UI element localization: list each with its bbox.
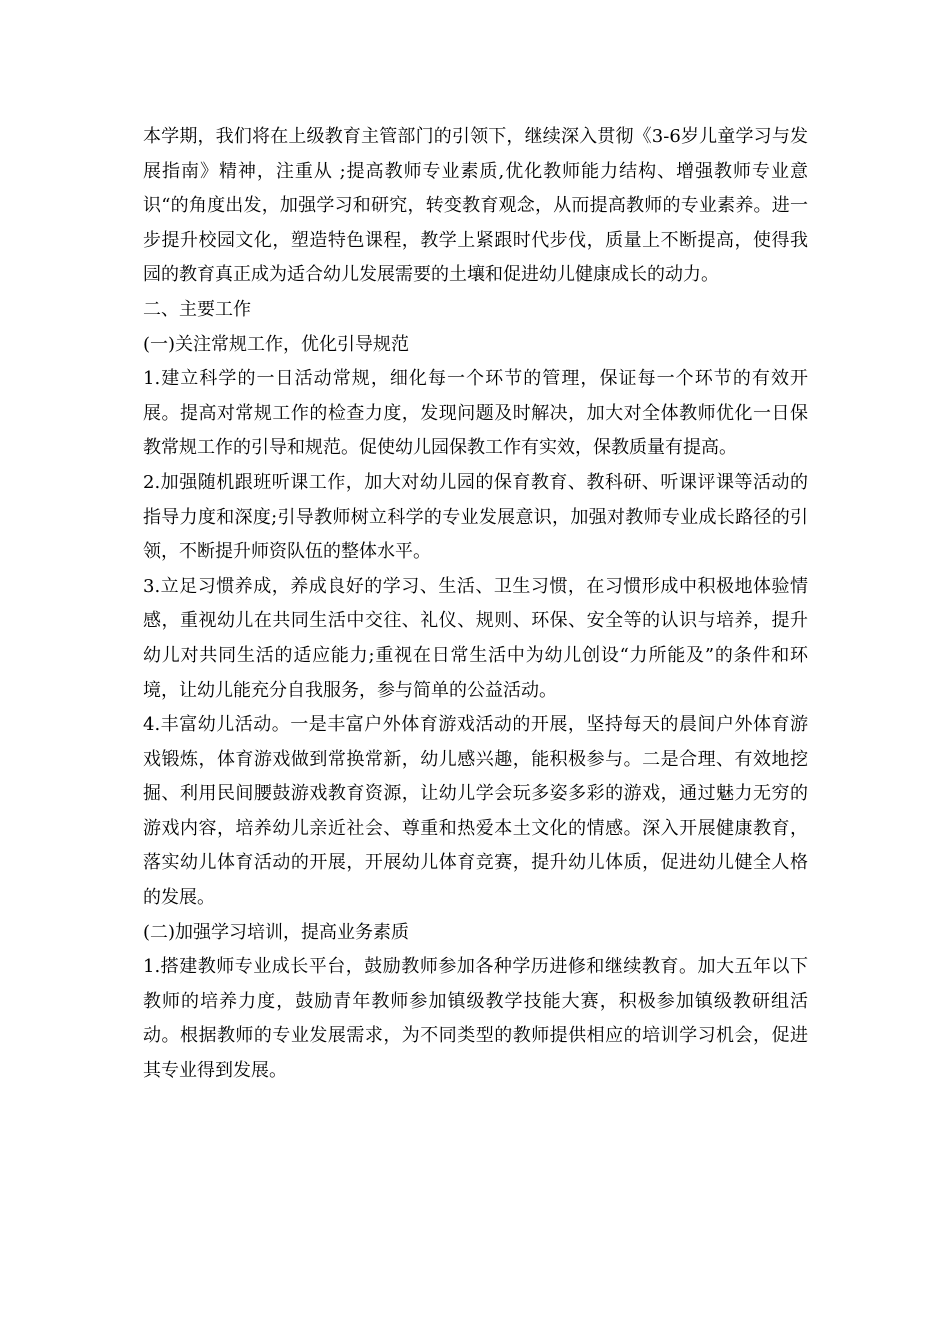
section-heading-main-work: 二、主要工作 bbox=[143, 298, 251, 320]
paragraph-1-2: 2.加强随机跟班听课工作，加大对幼儿园的保育教育、教科研、听课评课等活动的指导力度和深度;引导教师树立科学的专业发展意识，加强对教师专业成长路径的引领，不断提升师资队伍的整体水平。 bbox=[143, 471, 808, 563]
paragraph-1-4: 4.丰富幼儿活动。一是丰富户外体育游戏活动的开展，坚持每天的晨间户外体育游戏锻炼，体育游戏做到常换常新，幼儿感兴趣，能积极参与。二是合理、有效地挖掘、利用民间腰鼓游戏教育资源，让幼儿学会玩多姿多彩的游戏，通过魅力无穷的游戏内容，培养幼儿亲近社会、尊重和热爱本土文化的情感。深入开展健康教育，落实幼儿体育活动的开展，开展幼儿体育竞赛，提升幼儿体质，促进幼儿健全人格的发展。 bbox=[143, 714, 808, 909]
subsection-heading-2: (二)加强学习培训，提高业务素质 bbox=[143, 921, 410, 943]
intro-paragraph: 本学期，我们将在上级教育主管部门的引领下，继续深入贯彻《3-6岁儿童学习与发展指南》精神，注重从 ;提高教师专业素质,优化教师能力结构、增强教师专业意识“的角度出发，加强学习和研究，转变教育观念，从而提高教师的专业素养。进一步提升校园文化，塑造特色课程，教学上紧跟时代步伐，质量上不断提高，使得我园的教育真正成为适合幼儿发展需要的土壤和促进幼儿健康成长的动力。 bbox=[143, 126, 808, 286]
paragraph-1-1: 1.建立科学的一日活动常规，细化每一个环节的管理，保证每一个环节的有效开展。提高对常规工作的检查力度，发现问题及时解决，加大对全体教师优化一日保教常规工作的引导和规范。促使幼儿园保教工作有实效，保教质量有提高。 bbox=[143, 368, 808, 459]
paragraph-1-3: 3.立足习惯养成，养成良好的学习、生活、卫生习惯，在习惯形成中积极地体验情感，重视幼儿在共同生活中交往、礼仪、规则、环保、安全等的认识与培养，提升幼儿对共同生活的适应能力;重视在日常生活中为幼儿创设“力所能及”的条件和环境，让幼儿能充分自我服务，参与简单的公益活动。 bbox=[143, 575, 808, 701]
subsection-heading-1: (一)关注常规工作，优化引导规范 bbox=[143, 333, 410, 355]
paragraph-2-1: 1.搭建教师专业成长平台，鼓励教师参加各种学历进修和继续教育。加大五年以下教师的培养力度，鼓励青年教师参加镇级教学技能大赛，积极参加镇级教研组活动。根据教师的专业发展需求，为不同类型的教师提供相应的培训学习机会，促进其专业得到发展。 bbox=[143, 956, 808, 1082]
document-page bbox=[143, 120, 808, 1089]
